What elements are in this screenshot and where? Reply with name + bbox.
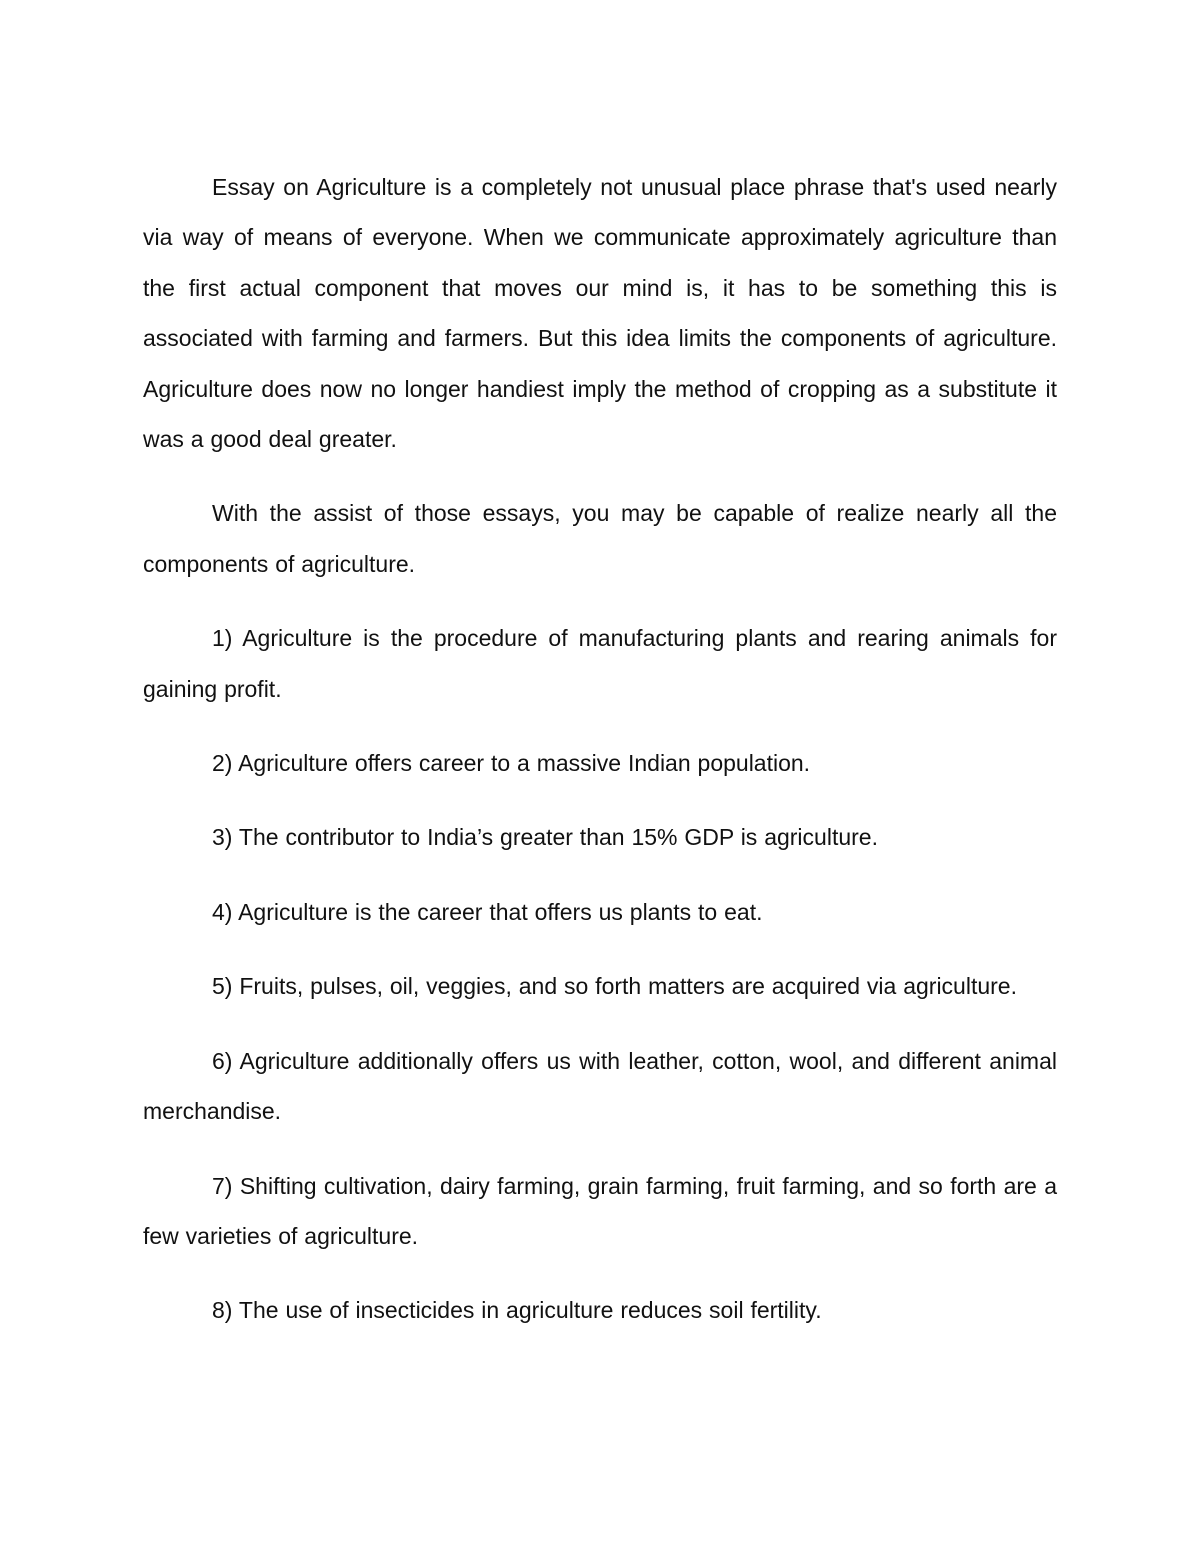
intro-paragraph: Essay on Agriculture is a completely not unusual place phrase that's used nearly via way of means of everyone. When we communicate approximately agriculture than the first actual component that moves our mind is, it has to be something this is associated with farming and farmers. But this idea limits the components of agriculture. Agriculture does now no longer handiest imply the method of cropping as a substitute it was a good deal greater. [143,174,1057,453]
point-8-paragraph: 8) The use of insecticides in agriculture reduces soil fertility. [212,1297,822,1324]
point-5-paragraph: 5) Fruits, pulses, oil, veggies, and so forth matters are acquired via agriculture. [212,973,1017,1000]
essay-body [143,162,1057,1336]
point-6-paragraph: 6) Agriculture additionally offers us with leather, cotton, wool, and different animal merchandise. [143,1047,1057,1125]
point-3-paragraph: 3) The contributor to India’s greater than 15% GDP is agriculture. [212,824,878,851]
point-2-paragraph: 2) Agriculture offers career to a massive Indian population. [212,750,811,777]
point-7-paragraph: 7) Shifting cultivation, dairy farming, grain farming, fruit farming, and so forth are a few varieties of agriculture. [143,1172,1057,1249]
point-4-paragraph: 4) Agriculture is the career that offers us plants to eat. [212,898,763,925]
point-1-paragraph: 1) Agriculture is the procedure of manufacturing plants and rearing animals for gaining profit. [143,625,1057,702]
lead-in-paragraph: With the assist of those essays, you may be capable of realize nearly all the components of agriculture. [143,500,1057,577]
